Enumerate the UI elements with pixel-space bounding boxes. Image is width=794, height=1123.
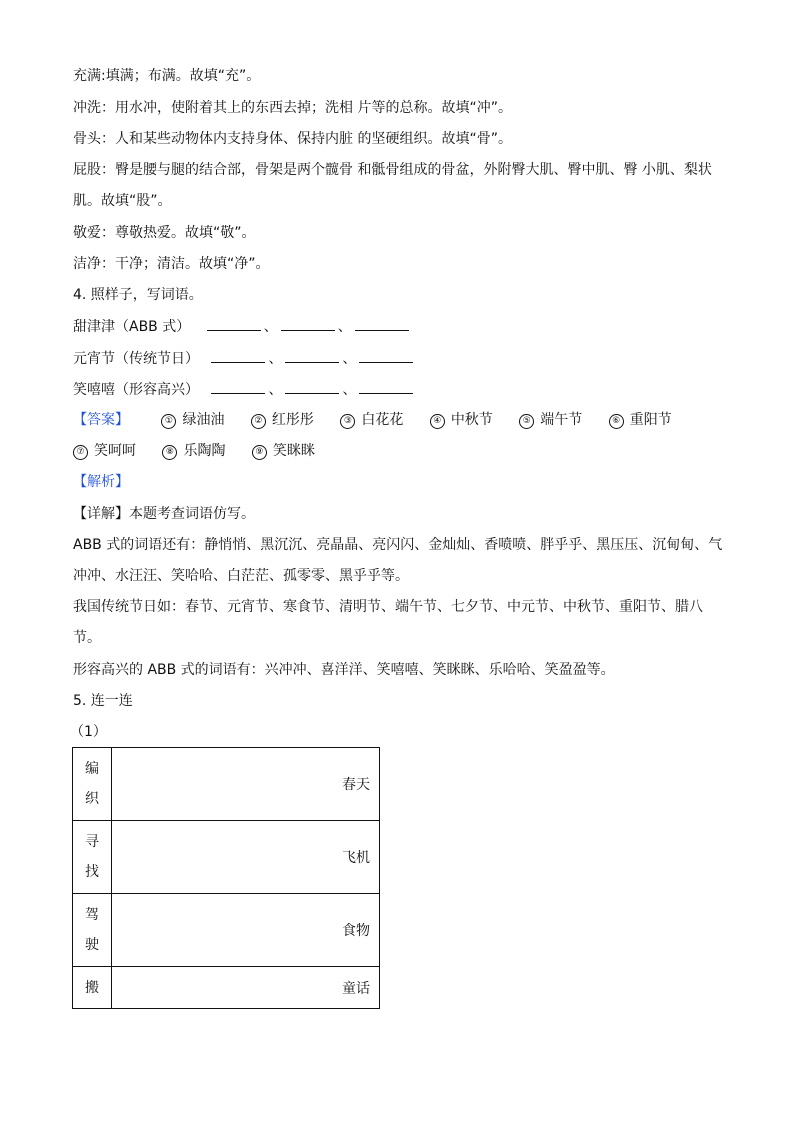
- q4-row-label: 笑嘻嘻（形容高兴）: [73, 382, 199, 398]
- question-4-title: 4. 照样子，写词语。: [73, 287, 203, 303]
- left-word[interactable]: [73, 967, 112, 1009]
- right-word[interactable]: 飞机: [112, 821, 380, 894]
- separator: 、: [268, 351, 283, 367]
- table-row: [73, 967, 380, 1009]
- analysis-line: ABB 式的词语还有：静悄悄、黑沉沉、亮晶晶、亮闪闪、金灿灿、香喷喷、胖乎乎、黑压压、沉甸甸、气: [73, 537, 723, 553]
- left-char: 搬: [85, 979, 99, 996]
- answer-blank[interactable]: [359, 379, 413, 394]
- answer-text: 端午节: [540, 412, 583, 428]
- left-char: 寻: [85, 834, 99, 850]
- answer-item: [162, 441, 225, 461]
- analysis-line: 形容高兴的 ABB 式的词语有：兴冲冲、喜洋洋、笑嘻嘻、笑眯眯、乐哈哈、笑盈盈等。: [73, 662, 615, 678]
- answer-blank[interactable]: [211, 348, 265, 363]
- analysis-line: 冲冲、水汪汪、笑哈哈、白茫茫、孤零零、黑乎乎等。: [73, 568, 409, 584]
- answer-item: [73, 441, 136, 461]
- answer-number: ⑥: [609, 414, 624, 429]
- answer-blank[interactable]: [281, 316, 335, 331]
- left-char: 织: [85, 791, 99, 807]
- q4-row-label: 甜津津（ABB 式）: [73, 319, 191, 335]
- left-char: 驶: [85, 937, 99, 953]
- q4-row-label: 元宵节（传统节日）: [73, 351, 199, 367]
- definition-line: 冲洗：用水冲，使附着其上的东西去掉；洗相 片等的总称。故填“冲”。: [73, 100, 512, 116]
- answer-blank[interactable]: [359, 348, 413, 363]
- answer-blank[interactable]: [207, 316, 261, 331]
- definition-line: 屁股：臀是腰与腿的结合部，骨架是两个髋骨 和骶骨组成的骨盆，外附臀大肌、臀中肌、臀 小肌、梨状: [73, 162, 712, 178]
- definition-line: 洁净：干净；清洁。故填“净”。: [73, 256, 270, 272]
- detail-text: 本题考查词语仿写。: [129, 506, 255, 522]
- analysis-line: 我国传统节日如：春节、元宵节、寒食节、清明节、端午节、七夕节、中元节、中秋节、重阳节、腊八: [73, 599, 703, 615]
- answer-blank[interactable]: [211, 379, 265, 394]
- question-5-subtitle: （1）: [70, 724, 107, 740]
- answer-number: ⑨: [252, 445, 267, 460]
- table-row: [73, 748, 380, 821]
- separator: 、: [268, 382, 283, 398]
- definition-line: 充满:填满；布满。故填“充”。: [73, 68, 261, 84]
- table-row: [73, 821, 380, 894]
- answer-row: [73, 410, 672, 430]
- answer-item: [430, 410, 493, 430]
- answer-row: [73, 441, 337, 461]
- answer-number: ⑦: [73, 445, 88, 460]
- left-word[interactable]: [73, 748, 112, 821]
- q4-row: [73, 316, 411, 337]
- answer-item: [252, 441, 315, 461]
- answer-blank[interactable]: [285, 379, 339, 394]
- answer-text: 乐陶陶: [183, 443, 226, 459]
- left-word[interactable]: [73, 894, 112, 967]
- answer-text: 中秋节: [450, 412, 493, 428]
- right-word[interactable]: 春天: [112, 748, 380, 821]
- answer-item: [609, 410, 672, 430]
- definition-line: 敬爱：尊敬热爱。故填“敬”。: [73, 225, 256, 241]
- answer-number: ①: [161, 414, 176, 429]
- left-char: 驾: [85, 907, 99, 923]
- analysis-line: 节。: [73, 630, 101, 646]
- left-char: 编: [85, 761, 99, 777]
- answer-text: 绿油油: [182, 412, 225, 428]
- answer-blank[interactable]: [285, 348, 339, 363]
- answer-text: 笑呵呵: [94, 443, 136, 459]
- answer-number: ⑤: [519, 414, 534, 429]
- definition-line: 肌。故填“股”。: [73, 193, 172, 209]
- separator: 、: [342, 351, 357, 367]
- answer-text: 笑眯眯: [272, 443, 315, 459]
- separator: 、: [342, 382, 357, 398]
- answer-number: ⑧: [162, 445, 177, 460]
- definition-line: 骨头：人和某些动物体内支持身体、保持内脏 的坚硬组织。故填“骨”。: [73, 131, 512, 147]
- matching-table: [72, 747, 380, 1009]
- answer-number: ②: [251, 414, 266, 429]
- answer-text: 白花花: [361, 412, 404, 428]
- left-char: 找: [85, 864, 99, 880]
- answer-item: [340, 410, 403, 430]
- answer-text: 重阳节: [629, 412, 672, 428]
- analysis-tag: 【解析】: [73, 474, 129, 490]
- answer-item: [161, 410, 224, 430]
- question-5-title: 5. 连一连: [73, 693, 133, 709]
- separator: 、: [263, 319, 278, 335]
- left-word[interactable]: [73, 821, 112, 894]
- table-row: [73, 894, 380, 967]
- q4-row: [73, 348, 415, 369]
- separator: 、: [337, 319, 352, 335]
- right-word[interactable]: 食物: [112, 894, 380, 967]
- right-word[interactable]: 童话: [112, 967, 380, 1009]
- answer-blank[interactable]: [355, 316, 409, 331]
- answer-tag: 【答案】: [73, 412, 129, 428]
- answer-number: ③: [340, 414, 355, 429]
- answer-item: [519, 410, 582, 430]
- detail-tag: 【详解】: [73, 506, 129, 522]
- answer-text: 红彤彤: [271, 412, 314, 428]
- q4-row: [73, 379, 415, 400]
- answer-item: [251, 410, 314, 430]
- answer-number: ④: [430, 414, 445, 429]
- detail-line: [73, 504, 255, 524]
